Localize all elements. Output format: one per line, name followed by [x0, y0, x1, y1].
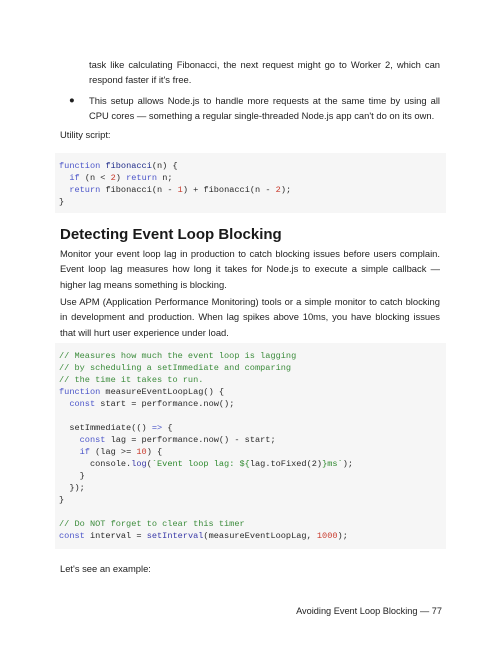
code-token: function — [59, 161, 101, 171]
code-token: 1 — [177, 185, 183, 195]
code-line — [59, 160, 446, 172]
code-token: 2 — [110, 173, 116, 183]
bullet-text: This setup allows Node.js to handle more requests at the same time by using all CPU cores — something a regular single-threaded Node.js app can't do on its own. — [89, 95, 440, 122]
code-token: fibonacci — [105, 161, 152, 171]
code-token: lag.toFixed(2) — [249, 459, 323, 469]
code-line — [59, 470, 446, 482]
code-line — [59, 506, 446, 518]
code-token: } — [59, 471, 85, 481]
code-token: (n) { — [151, 161, 178, 171]
paragraph-example: Let's see an example: — [60, 563, 151, 574]
code-line — [59, 398, 446, 410]
code-token: interval = — [84, 531, 147, 541]
code-token: `Event loop lag: ${ — [151, 459, 250, 469]
code-token: (measureEventLoopLag, — [203, 531, 317, 541]
code-token: } — [59, 197, 65, 207]
code-line — [59, 172, 446, 184]
code-token: measureEventLoopLag() { — [100, 387, 225, 397]
code-token: if — [79, 447, 90, 457]
code-block-fibonacci — [55, 153, 446, 213]
code-line — [59, 446, 446, 458]
code-token: const — [69, 399, 96, 409]
paragraph-continued: task like calculating Fibonacci, the next request might go to Worker 2, which can respond faster if it's free. — [89, 59, 440, 86]
code-token: ); — [337, 531, 348, 541]
utility-label: Utility script: — [60, 129, 111, 140]
code-token: // Do NOT forget to clear this timer — [59, 519, 245, 529]
code-token: return — [126, 173, 158, 183]
code-token: => — [151, 423, 163, 433]
code-line — [59, 362, 446, 374]
code-token: ) { — [146, 447, 163, 457]
code-line — [59, 434, 446, 446]
code-token: { — [162, 423, 173, 433]
code-token — [59, 173, 69, 183]
code-line — [59, 196, 446, 208]
code-line — [59, 458, 446, 470]
code-line — [59, 530, 446, 542]
code-token: // the time it takes to run. — [59, 375, 204, 385]
code-token: // by scheduling a setImmediate and comparing — [59, 363, 292, 373]
code-token: log — [131, 459, 147, 469]
code-token: 1000 — [316, 531, 338, 541]
code-token: ) — [115, 173, 127, 183]
code-token: return — [69, 185, 101, 195]
code-token: ) + fibonacci(n - — [182, 185, 276, 195]
code-line — [59, 494, 446, 506]
code-token: }); — [59, 483, 85, 493]
code-block-event-loop-lag — [55, 343, 446, 549]
code-line — [59, 422, 446, 434]
code-line — [59, 518, 446, 530]
code-line — [59, 184, 446, 196]
code-token: ( — [146, 459, 152, 469]
code-line — [59, 374, 446, 386]
code-token: } — [59, 495, 65, 505]
code-token: (lag >= — [89, 447, 137, 457]
code-token — [59, 435, 80, 445]
code-token: 10 — [136, 447, 147, 457]
paragraph-apm: Use APM (Application Performance Monitoring) tools or a simple monitor to catch blocking in development and production. When lag spikes above 10ms, you have blocking issues that will hurt user experience under load. — [60, 296, 440, 338]
code-token: function — [59, 387, 101, 397]
code-line — [59, 350, 446, 362]
code-token: n; — [157, 173, 173, 183]
code-token: // Measures how much the event loop is lagging — [59, 351, 297, 361]
code-token: setImmediate(() — [59, 423, 152, 433]
bullet-dot: ● — [69, 95, 75, 106]
code-token: if — [69, 173, 80, 183]
code-token — [59, 399, 69, 409]
code-token: const — [79, 435, 106, 445]
code-line — [59, 386, 446, 398]
code-token — [59, 185, 69, 195]
paragraph-monitor: Monitor your event loop lag in production to catch blocking issues before users complain. Event loop lag measures how long it takes for Node.js to execute a simple callback — higher lag means something is blocking. — [60, 248, 440, 290]
code-line — [59, 482, 446, 494]
code-token: ); — [342, 459, 354, 469]
code-token: ); — [280, 185, 292, 195]
code-token: setInterval — [146, 531, 204, 541]
code-line — [59, 410, 446, 422]
code-token — [59, 447, 80, 457]
code-token: const — [59, 531, 85, 541]
code-token: (n < — [79, 173, 111, 183]
code-token: fibonacci(n - — [100, 185, 178, 195]
page-footer: Avoiding Event Loop Blocking — 77 — [296, 606, 442, 616]
code-token: lag = performance.now() - start; — [105, 435, 276, 445]
code-token: start = performance.now(); — [95, 399, 235, 409]
code-token: 2 — [275, 185, 281, 195]
code-token: }ms` — [322, 459, 343, 469]
code-token: console. — [59, 459, 132, 469]
section-heading: Detecting Event Loop Blocking — [60, 226, 282, 243]
